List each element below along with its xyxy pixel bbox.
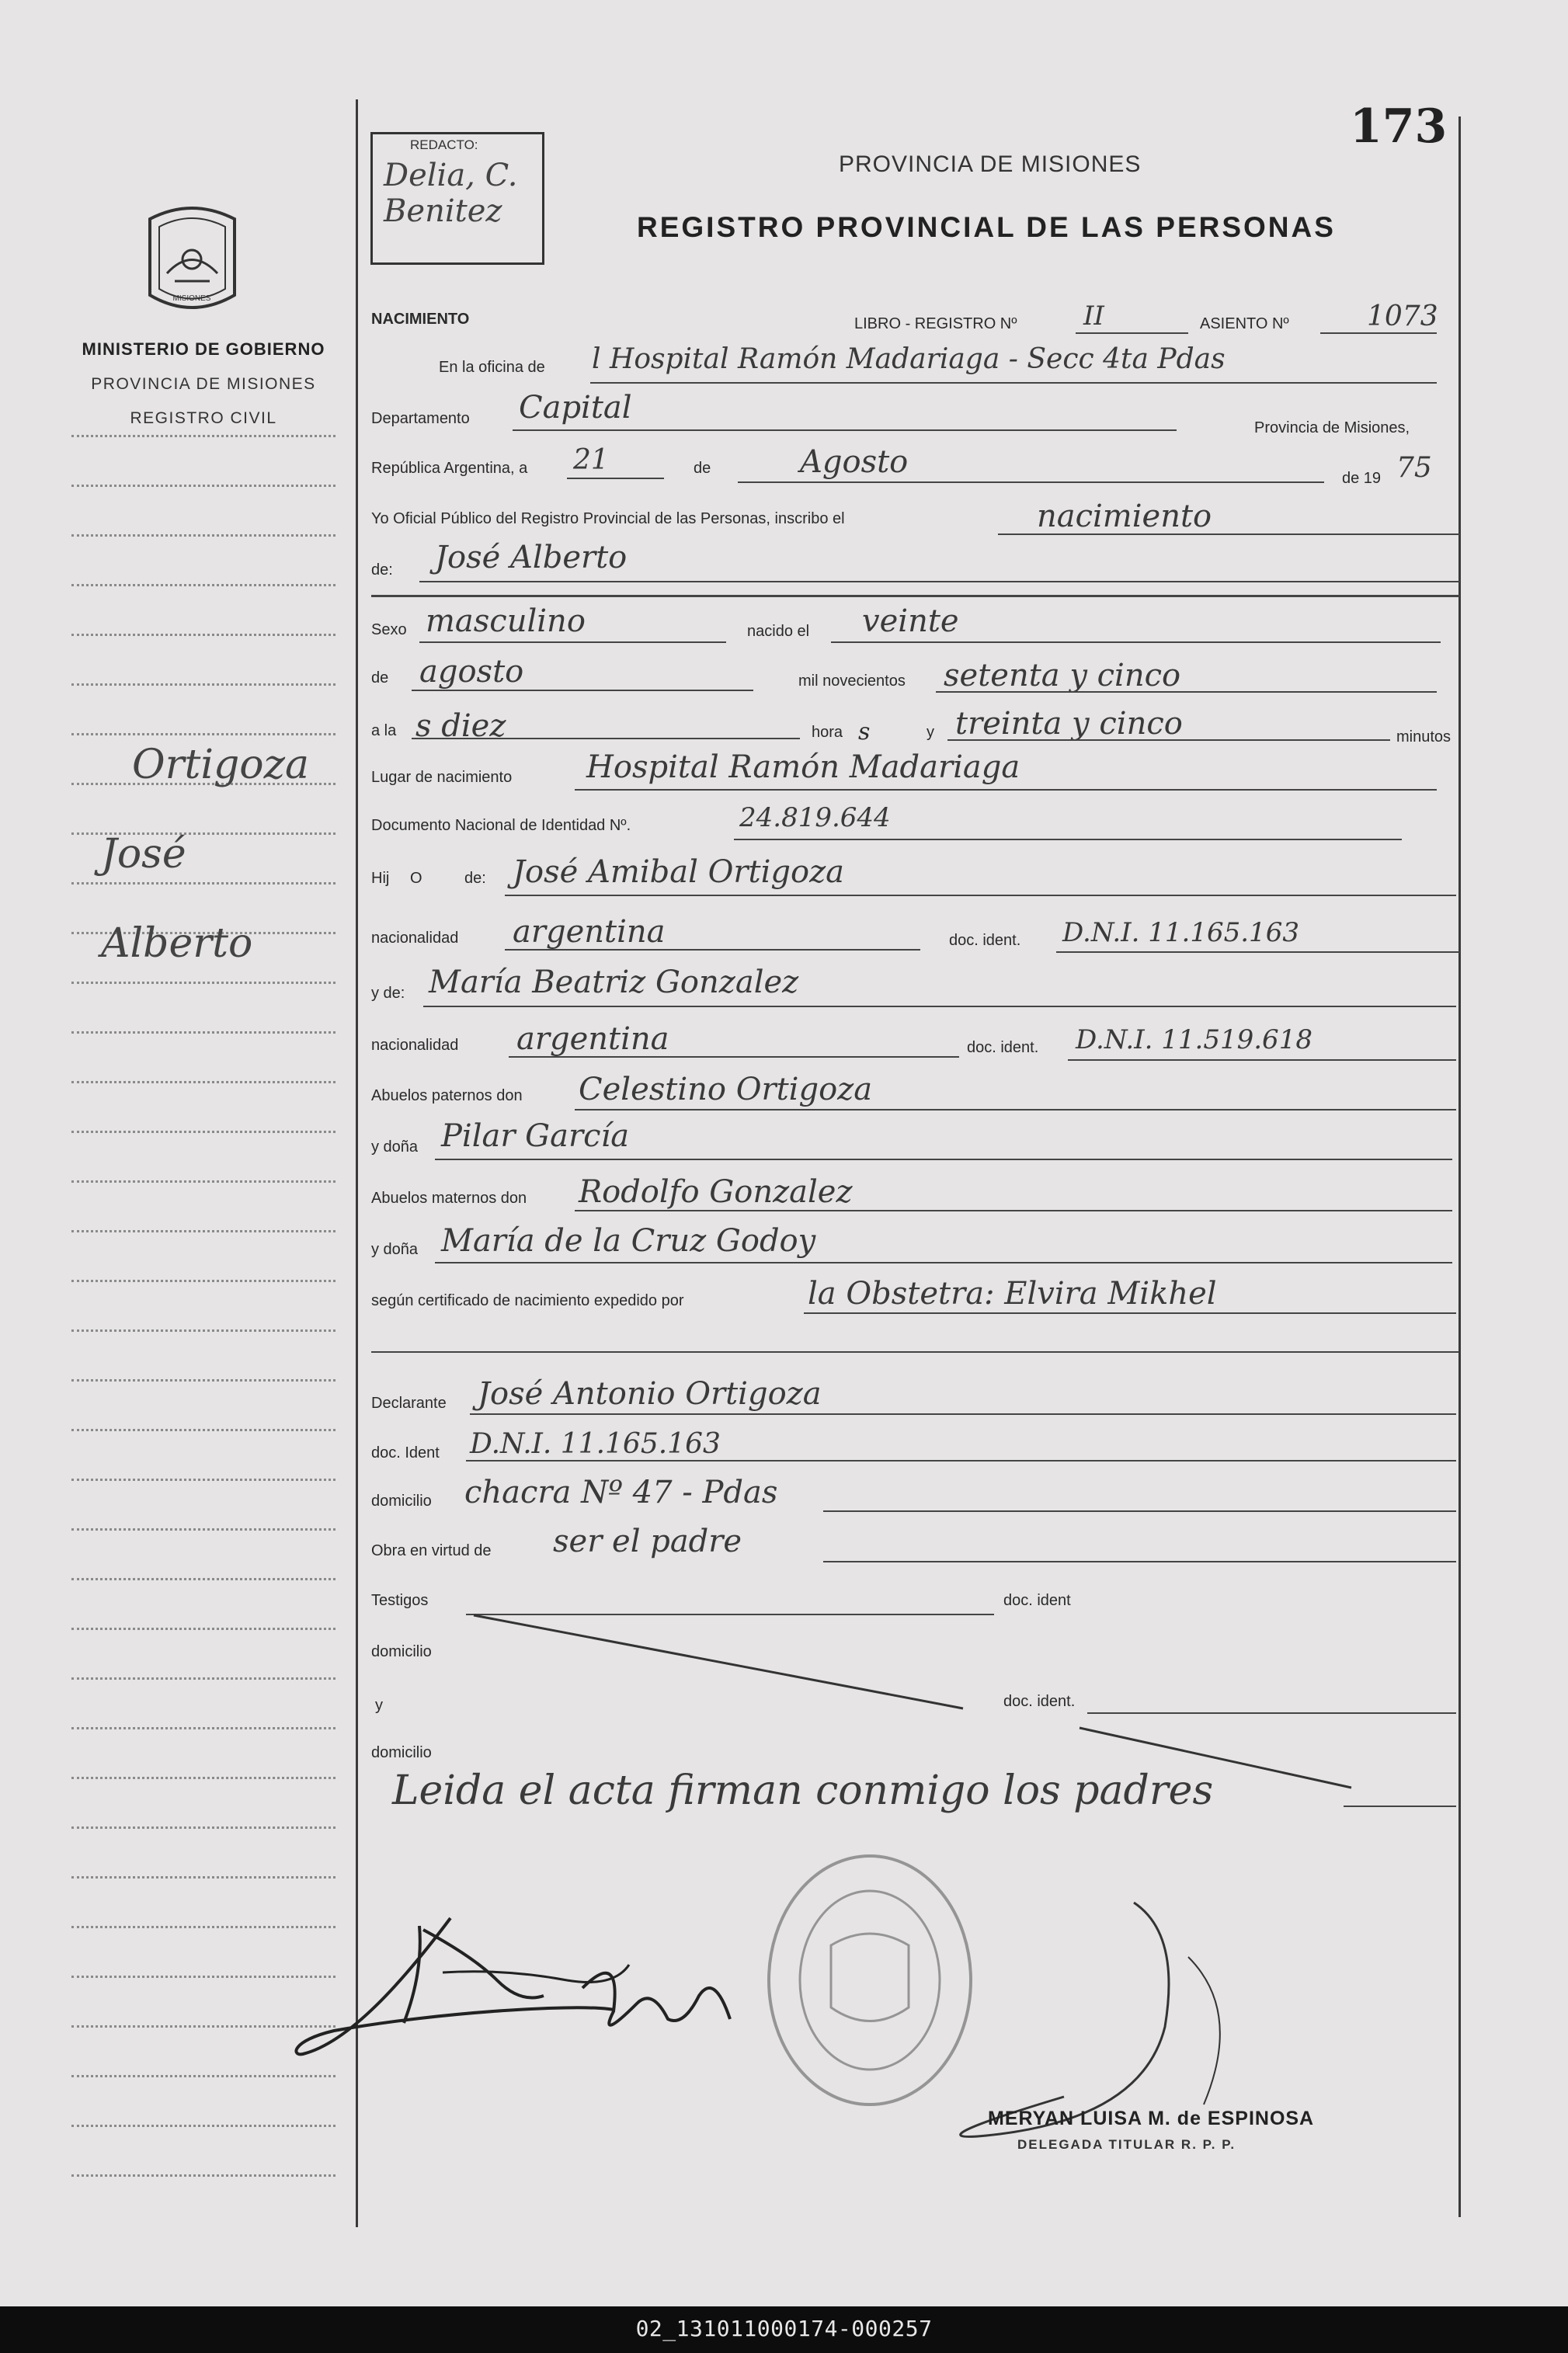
abuelos-paternos-value: Celestino Ortigoza (579, 1072, 873, 1107)
asiento-label: ASIENTO Nº (1200, 315, 1289, 332)
testigos-doc2-label: doc. ident. (1003, 1693, 1076, 1710)
madre-value: María Beatriz Gonzalez (429, 964, 799, 1000)
de3-label: de (371, 669, 389, 686)
year-value: 75 (1396, 452, 1432, 484)
month-value: Agosto (800, 444, 909, 480)
libro-label: LIBRO - REGISTRO Nº (854, 315, 1017, 332)
horas-suffix: s (858, 718, 871, 746)
margin-surname: Ortigoza (132, 742, 310, 788)
domicilio-label: domicilio (371, 1493, 432, 1510)
y-dona-1-label: y doña (371, 1138, 419, 1156)
leida-rule (1344, 1806, 1456, 1807)
provincia-de-misiones-label: Provincia de Misiones, (1254, 419, 1410, 436)
official-name: MERYAN LUISA M. de ESPINOSA (988, 2108, 1315, 2129)
margin-given-name-1: José (101, 831, 186, 878)
libro-value: II (1083, 301, 1104, 332)
nacionalidad-1-value: argentina (513, 914, 666, 950)
de-label: de (694, 460, 711, 477)
a-las-label: a la (371, 722, 397, 739)
departamento-label: Departamento (371, 410, 470, 427)
y-de-label: y de: (371, 985, 405, 1002)
testigos-label: Testigos (371, 1592, 429, 1609)
dni-value: 24.819.644 (739, 802, 891, 833)
redacto-name: Delia, C. Benitez (384, 158, 518, 229)
testigos-doc-label: doc. ident (1003, 1592, 1071, 1609)
provincia-heading: PROVINCIA DE MISIONES (839, 151, 1142, 177)
mil-label: mil novecientos (798, 673, 906, 690)
nac-month-value: agosto (419, 654, 524, 690)
abuelos-maternos-value: Rodolfo Gonzalez (579, 1174, 853, 1210)
nacido-label: nacido el (747, 623, 810, 640)
lugar-label: Lugar de nacimiento (371, 769, 513, 786)
dni-label: Documento Nacional de Identidad Nº. (371, 817, 631, 834)
obra-value: ser el padre (553, 1524, 742, 1559)
doc-1-value: D.N.I. 11.165.163 (1062, 917, 1299, 948)
testigos-domicilio-label: domicilio (371, 1643, 432, 1660)
departamento-value: Capital (519, 390, 632, 426)
day-value: 21 (573, 444, 609, 476)
y-dona-2-label: y doña (371, 1241, 419, 1258)
doc-ident-value: D.N.I. 11.165.163 (470, 1428, 721, 1460)
y-dona-2-value: María de la Cruz Godoy (441, 1223, 816, 1259)
seal-caption: MISIONES (172, 294, 211, 303)
obra-label: Obra en virtud de (371, 1542, 492, 1559)
de2-label: de: (371, 561, 393, 579)
doc-2-value: D.N.I. 11.519.618 (1076, 1024, 1312, 1055)
footer-bar (0, 2306, 1568, 2353)
horas-label: hora (812, 724, 843, 741)
year-prefix: de 19 (1342, 470, 1382, 487)
abuelos-maternos-label: Abuelos maternos don (371, 1190, 527, 1207)
oficina-label: En la oficina de (439, 359, 545, 376)
padre-value: José Amibal Ortigoza (513, 854, 844, 890)
minutos-value: treinta y cinco (955, 706, 1183, 742)
page-number: 173 (1350, 99, 1448, 154)
document-code: 02_131011000174-000257 (635, 2316, 933, 2341)
registro-heading: REGISTRO PROVINCIAL DE LAS PERSONAS (637, 211, 1336, 243)
a-las-value: s diez (415, 708, 506, 744)
abuelos-paternos-label: Abuelos paternos don (371, 1087, 523, 1104)
sexo-label: Sexo (371, 621, 407, 638)
nacionalidad-2-label: nacionalidad (371, 1037, 459, 1054)
oficial-label: Yo Oficial Público del Registro Provincial de las Personas, inscribo el (371, 510, 845, 527)
official-title: DELEGADA TITULAR R. P. P. (1017, 2137, 1236, 2152)
de2-value: José Alberto (435, 540, 628, 575)
republica-label: República Argentina, a (371, 460, 528, 477)
nacionalidad-2-value: argentina (516, 1021, 669, 1057)
registro-civil-label: REGISTRO CIVIL (130, 409, 277, 427)
minutos-label: minutos (1396, 728, 1452, 746)
y-label: y (927, 724, 934, 741)
certificado-value: la Obstetra: Elvira Mikhel (808, 1276, 1217, 1312)
hijo-label: Hij (371, 870, 390, 887)
doc-1-label: doc. ident. (949, 932, 1021, 949)
doc-ident-label: doc. Ident (371, 1444, 440, 1462)
sexo-value: masculino (426, 603, 586, 639)
oficina-value: l Hospital Ramón Madariaga - Secc 4ta Pdas (592, 343, 1226, 375)
domicilio-value: chacra Nº 47 - Pdas (464, 1475, 778, 1510)
nacido-value: veinte (862, 603, 959, 639)
declarante-value: José Antonio Ortigoza (478, 1376, 822, 1412)
leida-value: Leida el acta firman conmigo los padres (392, 1767, 1214, 1814)
lugar-value: Hospital Ramón Madariaga (586, 749, 1020, 785)
margin-given-name-2: Alberto (101, 920, 253, 967)
declarante-label: Declarante (371, 1395, 447, 1412)
hijo-suffix: O (410, 870, 422, 887)
mil-value: setenta y cinco (944, 658, 1181, 693)
doc-2-label: doc. ident. (967, 1039, 1039, 1056)
testigos-domicilio2-label: domicilio (371, 1744, 432, 1761)
y-dona-1-value: Pilar García (441, 1118, 630, 1154)
nacimiento-label: NACIMIENTO (371, 311, 470, 328)
asiento-value: 1073 (1367, 301, 1438, 332)
provincia-label: PROVINCIA DE MISIONES (91, 375, 316, 393)
redacto-label: REDACTO: (410, 137, 478, 152)
testigos-y-label: y (375, 1697, 383, 1714)
ministerio-label: MINISTERIO DE GOBIERNO (82, 339, 325, 359)
certificado-label: según certificado de nacimiento expedido por (371, 1292, 684, 1309)
hijo-de-label: de: (464, 870, 486, 887)
nacionalidad-1-label: nacionalidad (371, 930, 459, 947)
oficial-value: nacimiento (1037, 499, 1212, 534)
